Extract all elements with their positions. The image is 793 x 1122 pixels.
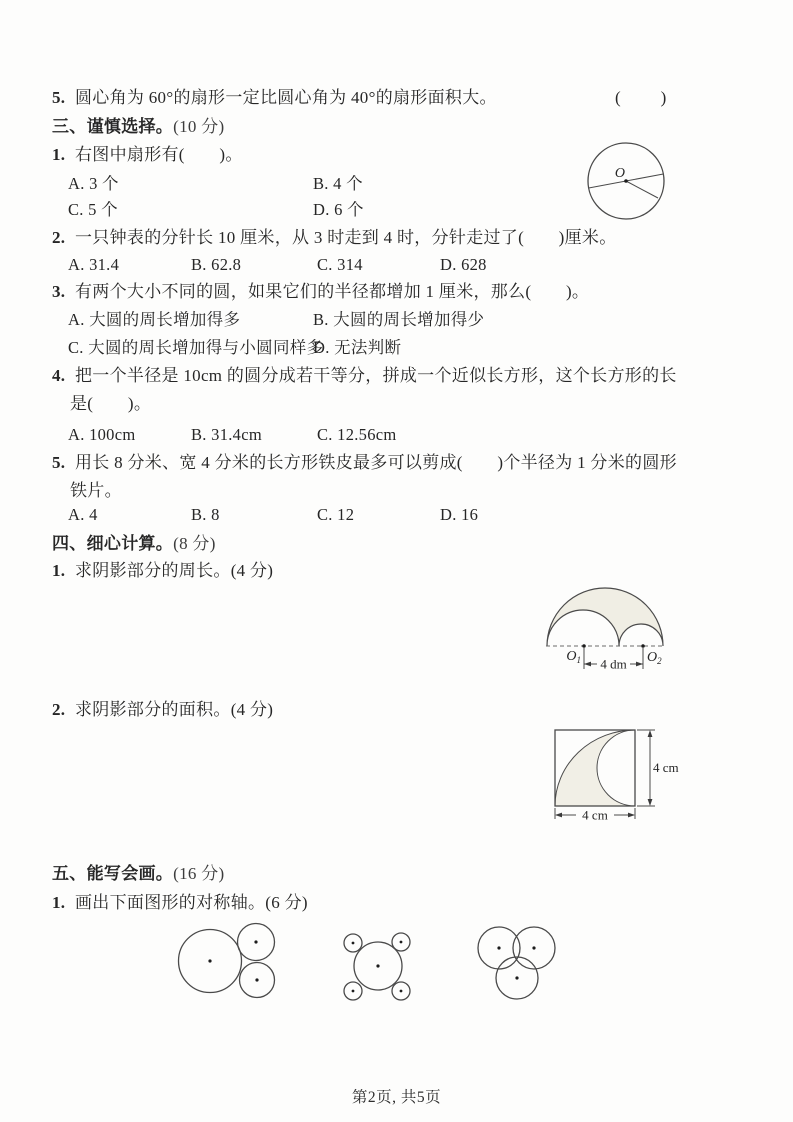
center-label: O <box>614 166 625 181</box>
radius-line <box>626 181 658 198</box>
sec3-question-5 <box>52 451 767 474</box>
question-text: 右图中扇形有( )。 <box>75 145 243 164</box>
section-points: (8 分) <box>173 534 216 553</box>
sec3-question-4 <box>52 364 767 387</box>
question-text-continued: 是( )。 <box>70 394 152 413</box>
sec3-question-2 <box>52 226 767 249</box>
section-title: 四、细心计算。 <box>52 534 174 553</box>
option-c: C. 大圆的周长增加得与小圆同样多 <box>68 338 324 357</box>
option-d: D. 16 <box>440 505 479 524</box>
arrow-left-icon <box>555 813 562 818</box>
arrow-right-icon <box>628 813 635 818</box>
option-b: B. 62.8 <box>191 255 242 274</box>
sec5-question-1 <box>52 891 767 914</box>
question-number: 5. <box>52 453 66 472</box>
option-a: A. 31.4 <box>68 255 120 274</box>
answer-blank: ( ) <box>615 88 669 107</box>
dim-side-label: 4 cm <box>653 760 679 775</box>
question-text: 把一个半径是 10cm 的圆分成若干等分，拼成一个近似长方形，这个长方形的长 <box>75 366 677 385</box>
page-footer: 第2页, 共5页 <box>351 1089 442 1106</box>
symmetry-figures <box>170 916 565 1008</box>
o2-label: $O_2$ <box>647 650 662 666</box>
question-number: 2. <box>52 228 66 247</box>
sec3-q4-line2 <box>52 392 767 415</box>
option-c: C. 12 <box>317 505 355 524</box>
arrow-down-icon <box>648 799 653 806</box>
question-number: 4. <box>52 366 66 385</box>
question-number: 1. <box>52 145 66 164</box>
question-number: 5. <box>52 88 66 107</box>
center-o1-dot <box>582 644 586 648</box>
question-text: 一只钟表的分针长 10 厘米，从 3 时走到 4 时，分针走过了( )厘米。 <box>75 228 617 247</box>
circle-group-a <box>179 924 275 998</box>
question-number: 3. <box>52 282 66 301</box>
center-o2-dot <box>641 644 645 648</box>
option-c: C. 12.56cm <box>317 425 397 444</box>
sec4-question-2 <box>52 698 767 721</box>
shaded-region <box>555 730 635 806</box>
section-title: 三、谨慎选择。 <box>52 117 174 136</box>
shaded-lune <box>547 588 663 646</box>
section4-header <box>52 532 767 555</box>
dim-label: 4 dm <box>600 656 627 672</box>
option-d: D. 628 <box>440 255 487 274</box>
question-text: 画出下面图形的对称轴。(6 分) <box>75 893 308 912</box>
option-c: C. 5 个 <box>68 200 118 219</box>
question-text: 圆心角为 60°的扇形一定比圆心角为 40°的扇形面积大。 <box>75 88 497 107</box>
sec4-question-1 <box>52 559 767 582</box>
section-points: (10 分) <box>173 117 225 136</box>
arrow-right-icon <box>636 662 643 667</box>
option-b: B. 8 <box>191 505 220 524</box>
circle-group-b <box>344 933 410 1000</box>
judge-question-5 <box>52 86 767 109</box>
o1-label: $O_1$ <box>566 649 581 665</box>
option-a: A. 4 <box>68 505 98 524</box>
square-figure <box>545 725 680 825</box>
option-d: D. 无法判断 <box>313 338 402 357</box>
option-a: A. 100cm <box>68 425 136 444</box>
arrow-up-icon <box>648 730 653 737</box>
dim-bottom-label: 4 cm <box>582 807 608 823</box>
question-text-continued: 铁片。 <box>70 481 122 500</box>
circle-group-c <box>478 927 555 999</box>
section5-header <box>52 862 767 885</box>
section-title: 五、能写会画。 <box>52 864 174 883</box>
option-d: D. 6 个 <box>313 200 364 219</box>
option-a: A. 大圆的周长增加得多 <box>68 310 241 329</box>
question-text: 求阴影部分的周长。(4 分) <box>75 561 274 580</box>
question-number: 2. <box>52 700 66 719</box>
question-number: 1. <box>52 893 66 912</box>
question-text: 有两个大小不同的圆，如果它们的半径都增加 1 厘米，那么( )。 <box>75 282 590 301</box>
question-text: 求阴影部分的面积。(4 分) <box>75 700 274 719</box>
sec3-question-3 <box>52 280 767 303</box>
option-b: B. 大圆的周长增加得少 <box>313 310 485 329</box>
question-text: 用长 8 分米、宽 4 分米的长方形铁皮最多可以剪成( )个半径为 1 分米的圆形 <box>75 453 677 472</box>
option-c: C. 314 <box>317 255 363 274</box>
semicircles-figure <box>540 582 675 677</box>
sec3-q5-line2 <box>52 479 767 502</box>
sector-circle-figure <box>586 140 668 224</box>
section3-header <box>52 115 767 138</box>
option-b: B. 4 个 <box>313 174 363 193</box>
section-points: (16 分) <box>173 864 225 883</box>
arrow-left-icon <box>584 662 591 667</box>
option-b: B. 31.4cm <box>191 425 262 444</box>
question-number: 1. <box>52 561 66 580</box>
option-a: A. 3 个 <box>68 174 119 193</box>
